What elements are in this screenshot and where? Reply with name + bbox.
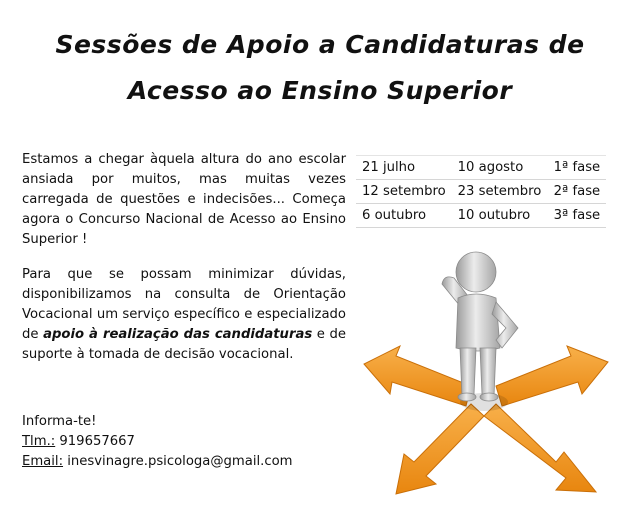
phone-label: Tlm.: [22,434,56,449]
end-date: 10 agosto [452,156,548,180]
phone-line [22,432,293,452]
table-row [356,156,606,180]
contact-cta: Informa-te! [22,414,97,429]
end-date: 23 setembro [452,180,548,204]
end-date: 10 outubro [452,204,548,228]
phase-label: 1ª fase [548,156,607,180]
start-date: 6 outubro [356,204,452,228]
phase-label: 3ª fase [548,204,607,228]
email-label: Email: [22,454,64,469]
table-row [356,204,606,228]
phone-number: 919657667 [55,434,135,449]
thinking-figure-crossroads-illustration [356,244,626,506]
schedule-table [356,155,606,228]
service-paragraph [22,265,346,365]
title-line-1: Sessões de Apoio a Candidaturas de [55,30,585,59]
service-highlight: apoio à realização das candidaturas [43,327,313,342]
intro-paragraph: Estamos a chegar àquela altura do ano escolar ansiada por muitos, mas muitas vezes carregada de questões e indecisões... Começa agora o Concurso Nacional de Acesso ao Ensino Superior ! [22,152,346,247]
title-line-2: Acesso ao Ensino Superior [127,76,513,105]
email-address[interactable]: inesvinagre.psicologa@gmail.com [63,454,293,469]
table-row [356,180,606,204]
service-text-start: Para que se possam minimizar dúvidas, disponibilizamos na consulta de Orientação Vocacional um serviço específico e especializado de [22,267,346,342]
service-text-end: e de suporte à tomada de decisão vocacional. [22,327,346,362]
email-line [22,452,293,472]
phase-label: 2ª fase [548,180,607,204]
start-date: 21 julho [356,156,452,180]
start-date: 12 setembro [356,180,452,204]
contact-block [22,412,293,472]
